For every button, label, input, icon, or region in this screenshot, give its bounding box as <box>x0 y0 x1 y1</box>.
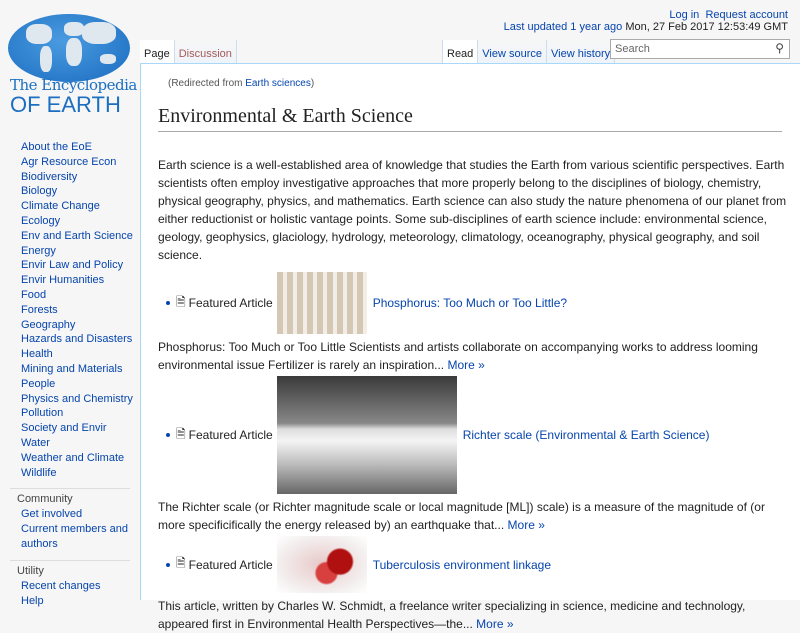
document-icon: 🗎 <box>176 426 186 441</box>
sidebar-item-hazards-and-disasters[interactable]: Hazards and Disasters <box>21 333 133 346</box>
sidebar-item-recent-changes[interactable]: Recent changes <box>21 579 101 592</box>
featured-article-3 <box>166 536 783 593</box>
featured-description <box>158 338 768 374</box>
tab-page[interactable]: Page <box>140 40 175 64</box>
sidebar-item-geography[interactable]: Geography <box>21 318 76 331</box>
sidebar-item-weather-and-climate[interactable]: Weather and Climate <box>21 451 125 464</box>
search-icon[interactable]: ⚲ <box>775 41 784 55</box>
featured-label: Featured Article <box>188 428 273 442</box>
request-account-link[interactable]: Request account <box>705 9 788 21</box>
document-icon: 🗎 <box>176 556 186 570</box>
sidebar-item-climate-change[interactable]: Climate Change <box>21 200 100 213</box>
last-updated-link[interactable]: 1 year ago <box>570 21 623 33</box>
bullet <box>166 433 170 437</box>
sidebar-item-ecology[interactable]: Ecology <box>21 214 61 227</box>
tab-read[interactable]: Read <box>442 40 478 64</box>
intro-paragraph: Earth science is a well-established area of knowledge that studies the Earth from various scientific perspectives. Earth scientists often employ investigative approaches that more properly belong to the disciplines of biology, chemistry, physical geography, physics, and mathematics. Earth science can also study the nature phenomena of our planet from either reductionist or holistic vantage points. Some sub-disciplines of earth science include: environmental science, geology, geophysics, glaciology, hydrology, meteorology, climatology, oceanography, physical geography, and soil science. <box>158 158 787 262</box>
personal-tools <box>504 9 788 33</box>
sidebar <box>0 140 140 608</box>
sidebar-item-people[interactable]: People <box>21 377 56 390</box>
site-logo[interactable] <box>6 12 137 117</box>
featured-description <box>158 498 768 534</box>
sidebar-item-food[interactable]: Food <box>21 288 47 301</box>
tab-view-source[interactable]: View source <box>478 40 547 64</box>
login-link[interactable]: Log in <box>669 9 700 21</box>
utility-portal <box>10 560 130 609</box>
last-updated-label: Last updated <box>503 21 568 33</box>
sidebar-item-physics-and-chemistry[interactable]: Physics and Chemistry <box>21 392 133 405</box>
redirect-link[interactable]: Earth sciences <box>245 78 311 89</box>
sidebar-item-about-the-eoe[interactable]: About the EoE <box>21 141 92 153</box>
description-text: Phosphorus: Too Much or Too Little Scientists and artists collaborate on accompanying works to address looming environmental issue Fertilizer is rarely an inspiration... <box>158 340 758 372</box>
sidebar-item-env-and-earth-science[interactable]: Env and Earth Science <box>21 229 133 242</box>
description-text: The Richter scale (or Richter magnitude scale or local magnitude [ML]) scale) is a measure of the magnitude of (or more specificifically the energy released by) an earthquake that... <box>158 500 765 532</box>
sidebar-item-forests[interactable]: Forests <box>21 303 58 316</box>
redirect-prefix: (Redirected from <box>168 78 246 89</box>
utility-heading: Utility <box>17 564 44 577</box>
featured-article-link[interactable]: Richter scale (Environmental & Earth Science) <box>462 428 710 442</box>
logo-text-2: OF EARTH <box>10 92 121 117</box>
more-link[interactable]: More » <box>447 358 485 372</box>
featured-article-link[interactable]: Phosphorus: Too Much or Too Little? <box>372 296 568 310</box>
sidebar-item-biology[interactable]: Biology <box>21 185 58 198</box>
sidebar-item-biodiversity[interactable]: Biodiversity <box>21 170 78 183</box>
sidebar-item-envir-humanities[interactable]: Envir Humanities <box>21 274 105 287</box>
tab-discussion[interactable]: Discussion <box>175 40 237 64</box>
featured-article-1 <box>166 272 783 334</box>
seismograph-thumbnail[interactable] <box>277 376 457 494</box>
redirect-suffix: ) <box>310 78 315 89</box>
search-placeholder: Search <box>615 43 650 55</box>
main-content <box>140 63 800 631</box>
tab-view-history[interactable]: View history <box>547 40 615 64</box>
search-input[interactable] <box>610 39 790 59</box>
sidebar-item-pollution[interactable]: Pollution <box>21 407 64 420</box>
sidebar-item-mining-and-materials[interactable]: Mining and Materials <box>21 362 123 375</box>
featured-article-2 <box>166 376 783 494</box>
document-icon: 🗎 <box>176 294 186 309</box>
featured-label: Featured Article <box>188 296 273 310</box>
bullet <box>166 563 170 567</box>
page-title: Environmental & Earth Science <box>158 105 782 132</box>
sidebar-item-get-involved[interactable]: Get involved <box>21 508 83 521</box>
last-updated-date: Mon, 27 Feb 2017 12:53:49 GMT <box>625 21 788 33</box>
featured-description <box>158 597 768 633</box>
community-heading: Community <box>17 493 73 506</box>
redirect-notice <box>168 78 783 89</box>
tuberculosis-map-thumbnail[interactable] <box>277 536 367 593</box>
more-link[interactable]: More » <box>507 518 545 532</box>
sidebar-item-wildlife[interactable]: Wildlife <box>21 466 57 479</box>
sidebar-item-current-members[interactable]: Current members and authors <box>21 523 128 550</box>
more-link[interactable]: More » <box>476 617 514 631</box>
phosphorus-thumbnail[interactable] <box>277 272 367 334</box>
sidebar-item-health[interactable]: Health <box>21 348 53 361</box>
featured-label: Featured Article <box>188 557 273 572</box>
sidebar-item-agr-resource-econ[interactable]: Agr Resource Econ <box>21 155 117 168</box>
sidebar-item-help[interactable]: Help <box>21 594 44 607</box>
sidebar-item-envir-law-and-policy[interactable]: Envir Law and Policy <box>21 259 124 272</box>
sidebar-item-society-and-envir[interactable]: Society and Envir <box>21 422 107 435</box>
bullet <box>166 301 170 305</box>
globe-icon <box>8 14 130 82</box>
sidebar-item-water[interactable]: Water <box>21 436 50 449</box>
description-text: This article, written by Charles W. Schmidt, a freelance writer specializing in science, medicine and technology, appeared first in Environmental Health Perspectives—the... <box>158 599 746 631</box>
logo-text: The Encyclopedia <box>10 76 137 94</box>
sidebar-item-energy[interactable]: Energy <box>21 244 56 257</box>
featured-article-link[interactable]: Tuberculosis environment linkage <box>372 557 552 572</box>
community-portal <box>10 488 130 551</box>
